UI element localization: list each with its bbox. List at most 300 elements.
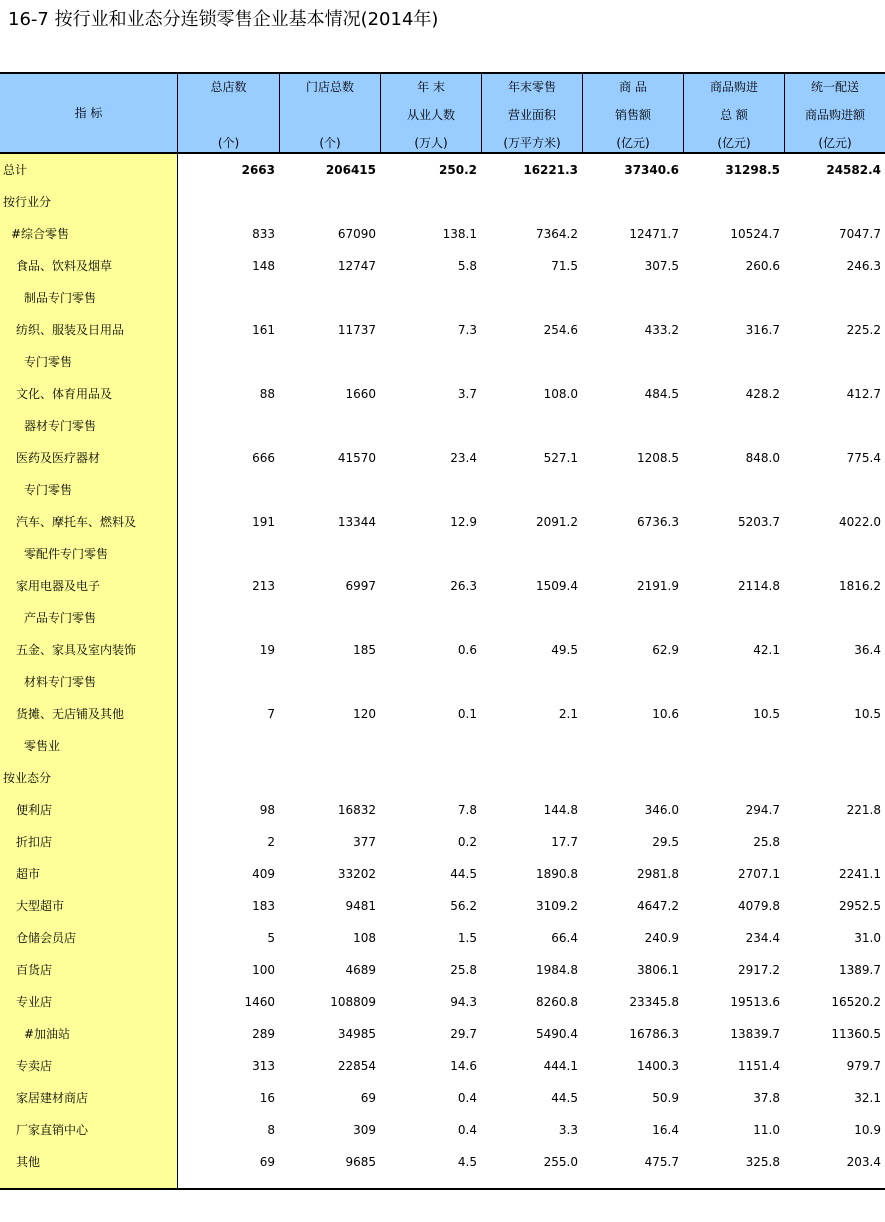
table-cell: 255.0 bbox=[543, 1155, 578, 1169]
row-label: 专卖店 bbox=[16, 1059, 53, 1073]
table-cell: 16 bbox=[259, 1091, 275, 1105]
table-cell: 144.8 bbox=[543, 803, 578, 817]
table-cell: 14.6 bbox=[450, 1059, 477, 1073]
table-cell bbox=[684, 762, 780, 794]
table-cell: 37340.6 bbox=[624, 163, 679, 177]
table-cell: 34985 bbox=[337, 1027, 376, 1041]
table-cell bbox=[482, 602, 578, 634]
header-line: 年末零售 bbox=[507, 80, 556, 94]
table-cell: 16786.3 bbox=[629, 1027, 679, 1041]
table-cell bbox=[179, 602, 275, 634]
table-cell bbox=[684, 282, 780, 314]
table-cell bbox=[482, 730, 578, 762]
table-row bbox=[0, 986, 885, 1018]
row-label: 汽车、摩托车、燃料及 bbox=[16, 515, 137, 529]
table-cell bbox=[482, 474, 578, 506]
table-row bbox=[0, 698, 885, 730]
table-cell: 5 bbox=[267, 931, 275, 945]
row-label: 零售业 bbox=[24, 739, 61, 753]
table-cell: 16832 bbox=[337, 803, 376, 817]
table-cell: 1208.5 bbox=[637, 451, 679, 465]
header-unit: (个) bbox=[217, 136, 240, 150]
row-label: 按行业分 bbox=[3, 195, 52, 209]
table-cell: 4.5 bbox=[457, 1155, 477, 1169]
table-cell: 25.8 bbox=[450, 963, 477, 977]
table-cell: 183 bbox=[252, 899, 275, 913]
table-cell bbox=[684, 730, 780, 762]
table-cell: 8260.8 bbox=[536, 995, 578, 1009]
header-purchases bbox=[684, 74, 784, 152]
table-cell: 979.7 bbox=[846, 1059, 881, 1073]
table-cell bbox=[280, 282, 376, 314]
table-cell: 16.4 bbox=[652, 1123, 679, 1137]
table-cell bbox=[280, 346, 376, 378]
header-line: 总 额 bbox=[720, 108, 748, 122]
table-cell: 0.4 bbox=[457, 1123, 477, 1137]
table-cell: 8 bbox=[267, 1123, 275, 1137]
table-cell: 10.5 bbox=[854, 707, 881, 721]
table-cell bbox=[280, 538, 376, 570]
table-cell: 16221.3 bbox=[523, 163, 578, 177]
table-cell: 4689 bbox=[345, 963, 376, 977]
table-cell: 2663 bbox=[241, 163, 275, 177]
table-cell bbox=[583, 762, 679, 794]
table-cell: 0.6 bbox=[457, 643, 477, 657]
table-cell: 2917.2 bbox=[738, 963, 780, 977]
table-cell: 307.5 bbox=[644, 259, 679, 273]
table-row bbox=[0, 282, 885, 314]
table-cell: 50.9 bbox=[652, 1091, 679, 1105]
table-cell: 1.5 bbox=[457, 931, 477, 945]
header-distribution-purchases bbox=[785, 74, 885, 152]
table-cell: 22854 bbox=[337, 1059, 376, 1073]
header-unit: (亿元) bbox=[717, 136, 751, 150]
row-label: 其他 bbox=[16, 1155, 41, 1169]
table-cell bbox=[381, 538, 477, 570]
table-cell bbox=[179, 474, 275, 506]
table-row bbox=[0, 186, 885, 218]
table-row bbox=[0, 1146, 885, 1178]
table-cell: 833 bbox=[252, 227, 275, 241]
table-cell: 10.5 bbox=[753, 707, 780, 721]
table-row bbox=[0, 1082, 885, 1114]
table-cell: 13344 bbox=[337, 515, 376, 529]
header-line: 销售额 bbox=[614, 108, 651, 122]
table-cell bbox=[684, 538, 780, 570]
table-cell: 313 bbox=[252, 1059, 275, 1073]
table-cell bbox=[381, 186, 477, 218]
row-label: #综合零售 bbox=[11, 227, 70, 241]
row-label: 医药及医疗器材 bbox=[16, 451, 101, 465]
table-cell: 49.5 bbox=[551, 643, 578, 657]
table-cell: 2241.1 bbox=[839, 867, 881, 881]
table-cell: 4022.0 bbox=[839, 515, 881, 529]
table-cell bbox=[583, 666, 679, 698]
header-unit: (万人) bbox=[414, 136, 448, 150]
table-cell: 377 bbox=[353, 835, 376, 849]
table-cell: 2114.8 bbox=[738, 579, 780, 593]
table-cell: 62.9 bbox=[652, 643, 679, 657]
table-cell: 44.5 bbox=[450, 867, 477, 881]
table-cell bbox=[785, 186, 881, 218]
table-cell: 246.3 bbox=[846, 259, 881, 273]
table-cell: 69 bbox=[259, 1155, 275, 1169]
table-row bbox=[0, 506, 885, 538]
table-cell: 138.1 bbox=[442, 227, 477, 241]
table-cell: 4647.2 bbox=[637, 899, 679, 913]
row-label: 总计 bbox=[3, 163, 28, 177]
table-row bbox=[0, 762, 885, 794]
table-cell: 32.1 bbox=[854, 1091, 881, 1105]
table-cell: 433.2 bbox=[644, 323, 679, 337]
table-cell: 56.2 bbox=[450, 899, 477, 913]
table-cell bbox=[785, 410, 881, 442]
table-row bbox=[0, 346, 885, 378]
table-cell: 1984.8 bbox=[536, 963, 578, 977]
table-cell bbox=[785, 826, 881, 858]
header-employees bbox=[381, 74, 481, 152]
table-row bbox=[0, 538, 885, 570]
row-label: 食品、饮料及烟草 bbox=[16, 259, 113, 273]
table-row bbox=[0, 1050, 885, 1082]
row-label: #加油站 bbox=[24, 1027, 71, 1041]
table-cell: 16520.2 bbox=[831, 995, 881, 1009]
row-label: 按业态分 bbox=[3, 771, 52, 785]
table-cell: 1890.8 bbox=[536, 867, 578, 881]
data-table bbox=[0, 72, 885, 1190]
table-cell: 12.9 bbox=[450, 515, 477, 529]
table-cell: 475.7 bbox=[644, 1155, 679, 1169]
table-cell bbox=[280, 186, 376, 218]
table-cell: 7364.2 bbox=[536, 227, 578, 241]
table-cell: 3.3 bbox=[558, 1123, 578, 1137]
table-cell: 409 bbox=[252, 867, 275, 881]
header-outlet-count bbox=[280, 74, 380, 152]
table-row bbox=[0, 730, 885, 762]
header-line: 商 品 bbox=[619, 80, 647, 94]
table-cell: 94.3 bbox=[450, 995, 477, 1009]
table-cell: 225.2 bbox=[846, 323, 881, 337]
table-cell bbox=[684, 346, 780, 378]
table-row bbox=[0, 1018, 885, 1050]
table-cell bbox=[381, 730, 477, 762]
table-cell: 108 bbox=[353, 931, 376, 945]
table-cell bbox=[381, 410, 477, 442]
table-cell: 4079.8 bbox=[738, 899, 780, 913]
table-cell bbox=[785, 602, 881, 634]
header-unit: (个) bbox=[319, 136, 341, 150]
table-cell: 666 bbox=[252, 451, 275, 465]
row-label: 专门零售 bbox=[24, 355, 73, 369]
table-cell bbox=[482, 410, 578, 442]
table-cell: 185 bbox=[353, 643, 376, 657]
header-line: 营业面积 bbox=[507, 108, 556, 122]
table-cell: 69 bbox=[360, 1091, 376, 1105]
table-cell: 33202 bbox=[337, 867, 376, 881]
table-cell: 213 bbox=[252, 579, 275, 593]
table-cell: 428.2 bbox=[745, 387, 780, 401]
table-cell: 325.8 bbox=[745, 1155, 780, 1169]
table-cell: 346.0 bbox=[644, 803, 679, 817]
table-cell bbox=[482, 666, 578, 698]
row-label: 产品专门零售 bbox=[24, 611, 97, 625]
table-row bbox=[0, 666, 885, 698]
table-cell: 7 bbox=[267, 707, 275, 721]
table-row bbox=[0, 474, 885, 506]
table-cell: 250.2 bbox=[439, 163, 477, 177]
table-cell: 1816.2 bbox=[839, 579, 881, 593]
table-cell bbox=[280, 602, 376, 634]
table-cell: 88 bbox=[259, 387, 275, 401]
table-cell: 484.5 bbox=[644, 387, 679, 401]
header-unit: (万平方米) bbox=[503, 136, 561, 150]
table-cell: 7.3 bbox=[457, 323, 477, 337]
row-label: 家居建材商店 bbox=[16, 1091, 89, 1105]
table-cell: 37.8 bbox=[753, 1091, 780, 1105]
table-cell: 26.3 bbox=[450, 579, 477, 593]
table-row bbox=[0, 922, 885, 954]
table-row bbox=[0, 858, 885, 890]
table-cell: 1389.7 bbox=[839, 963, 881, 977]
row-label: 零配件专门零售 bbox=[24, 547, 109, 561]
table-cell bbox=[179, 410, 275, 442]
row-label: 百货店 bbox=[16, 963, 53, 977]
page-title: 16-7 按行业和业态分连锁零售企业基本情况(2014年) bbox=[8, 9, 439, 30]
table-cell bbox=[785, 762, 881, 794]
table-row bbox=[0, 250, 885, 282]
table-cell: 67090 bbox=[337, 227, 376, 241]
table-cell: 9685 bbox=[345, 1155, 376, 1169]
table-cell bbox=[785, 474, 881, 506]
table-cell: 42.1 bbox=[753, 643, 780, 657]
header-total-stores bbox=[178, 74, 279, 152]
table-cell bbox=[583, 186, 679, 218]
table-cell: 412.7 bbox=[846, 387, 881, 401]
table-cell: 309 bbox=[353, 1123, 376, 1137]
table-row bbox=[0, 378, 885, 410]
table-cell bbox=[482, 346, 578, 378]
table-cell bbox=[684, 602, 780, 634]
table-cell: 161 bbox=[252, 323, 275, 337]
row-label: 制品专门零售 bbox=[24, 291, 97, 305]
table-cell: 203.4 bbox=[846, 1155, 881, 1169]
table-cell: 23.4 bbox=[450, 451, 477, 465]
table-cell bbox=[583, 538, 679, 570]
table-cell bbox=[179, 186, 275, 218]
table-cell bbox=[280, 666, 376, 698]
row-label: 器材专门零售 bbox=[24, 419, 97, 433]
table-cell: 29.5 bbox=[652, 835, 679, 849]
table-cell: 12471.7 bbox=[629, 227, 679, 241]
table-cell: 108809 bbox=[330, 995, 376, 1009]
table-cell bbox=[280, 762, 376, 794]
header-line: 年 末 bbox=[417, 80, 445, 94]
table-cell bbox=[482, 538, 578, 570]
row-label: 纺织、服装及日用品 bbox=[16, 323, 125, 337]
table-cell bbox=[280, 410, 376, 442]
table-cell: 5203.7 bbox=[738, 515, 780, 529]
table-cell bbox=[381, 762, 477, 794]
table-cell: 98 bbox=[259, 803, 275, 817]
table-row bbox=[0, 954, 885, 986]
table-cell: 1509.4 bbox=[536, 579, 578, 593]
table-cell: 221.8 bbox=[846, 803, 881, 817]
table-cell bbox=[583, 474, 679, 506]
row-label: 文化、体育用品及 bbox=[16, 387, 113, 401]
table-cell bbox=[684, 410, 780, 442]
table-cell: 2 bbox=[267, 835, 275, 849]
table-cell: 11360.5 bbox=[831, 1027, 881, 1041]
table-cell: 2952.5 bbox=[839, 899, 881, 913]
table-cell: 9481 bbox=[345, 899, 376, 913]
table-cell bbox=[179, 346, 275, 378]
table-cell: 13839.7 bbox=[730, 1027, 780, 1041]
header-retail-area bbox=[482, 74, 582, 152]
table-cell bbox=[785, 666, 881, 698]
table-cell bbox=[583, 602, 679, 634]
table-cell bbox=[381, 474, 477, 506]
table-cell: 25.8 bbox=[753, 835, 780, 849]
table-cell bbox=[684, 666, 780, 698]
table-cell: 289 bbox=[252, 1027, 275, 1041]
table-cell: 71.5 bbox=[551, 259, 578, 273]
table-cell: 44.5 bbox=[551, 1091, 578, 1105]
table-cell bbox=[179, 666, 275, 698]
table-row bbox=[0, 634, 885, 666]
table-cell: 31.0 bbox=[854, 931, 881, 945]
table-cell: 1660 bbox=[345, 387, 376, 401]
table-cell: 10.6 bbox=[652, 707, 679, 721]
table-cell bbox=[583, 282, 679, 314]
table-cell: 7.8 bbox=[457, 803, 477, 817]
table-cell: 10524.7 bbox=[730, 227, 780, 241]
header-indicator-label: 指 标 bbox=[74, 106, 103, 120]
table-cell: 294.7 bbox=[745, 803, 780, 817]
table-cell: 316.7 bbox=[745, 323, 780, 337]
table-cell: 2091.2 bbox=[536, 515, 578, 529]
row-label: 厂家直销中心 bbox=[16, 1123, 89, 1137]
table-cell: 775.4 bbox=[846, 451, 881, 465]
table-cell: 3109.2 bbox=[536, 899, 578, 913]
table-cell: 2707.1 bbox=[738, 867, 780, 881]
table-row bbox=[0, 410, 885, 442]
row-label: 专门零售 bbox=[24, 483, 73, 497]
table-cell: 29.7 bbox=[450, 1027, 477, 1041]
table-cell bbox=[583, 730, 679, 762]
table-cell: 12747 bbox=[337, 259, 376, 273]
table-cell: 848.0 bbox=[745, 451, 780, 465]
table-cell: 23345.8 bbox=[629, 995, 679, 1009]
table-cell: 36.4 bbox=[854, 643, 881, 657]
table-cell bbox=[684, 474, 780, 506]
table-cell: 0.2 bbox=[457, 835, 477, 849]
table-cell: 1460 bbox=[244, 995, 275, 1009]
table-cell: 6736.3 bbox=[637, 515, 679, 529]
table-cell: 10.9 bbox=[854, 1123, 881, 1137]
row-label: 家用电器及电子 bbox=[16, 579, 101, 593]
table-cell: 31298.5 bbox=[725, 163, 780, 177]
table-cell: 527.1 bbox=[543, 451, 578, 465]
table-cell: 24582.4 bbox=[826, 163, 881, 177]
table-cell: 66.4 bbox=[551, 931, 578, 945]
table-row bbox=[0, 794, 885, 826]
table-row bbox=[0, 314, 885, 346]
table-cell bbox=[785, 282, 881, 314]
table-row bbox=[0, 1114, 885, 1146]
table-row bbox=[0, 602, 885, 634]
table-cell: 0.1 bbox=[457, 707, 477, 721]
table-cell: 2191.9 bbox=[637, 579, 679, 593]
header-line: 统一配送 bbox=[810, 80, 859, 94]
table-cell bbox=[179, 762, 275, 794]
table-cell: 240.9 bbox=[644, 931, 679, 945]
table-cell: 7047.7 bbox=[839, 227, 881, 241]
table-cell: 19513.6 bbox=[730, 995, 780, 1009]
row-label: 五金、家具及室内装饰 bbox=[16, 643, 137, 657]
table-cell: 11737 bbox=[337, 323, 376, 337]
table-cell: 5.8 bbox=[457, 259, 477, 273]
table-cell bbox=[583, 410, 679, 442]
row-label: 材料专门零售 bbox=[24, 675, 97, 689]
table-row bbox=[0, 890, 885, 922]
header-line: 从业人数 bbox=[406, 108, 455, 122]
table-cell: 0.4 bbox=[457, 1091, 477, 1105]
table-cell: 1400.3 bbox=[637, 1059, 679, 1073]
row-label: 货摊、无店铺及其他 bbox=[16, 707, 125, 721]
table-cell: 444.1 bbox=[543, 1059, 578, 1073]
table-cell bbox=[482, 762, 578, 794]
table-cell: 2981.8 bbox=[637, 867, 679, 881]
table-cell: 148 bbox=[252, 259, 275, 273]
header-indicator bbox=[0, 74, 177, 152]
table-cell: 3.7 bbox=[457, 387, 477, 401]
table-cell bbox=[785, 730, 881, 762]
table-cell: 120 bbox=[353, 707, 376, 721]
table-cell bbox=[280, 730, 376, 762]
table-cell: 17.7 bbox=[551, 835, 578, 849]
table-cell: 11.0 bbox=[753, 1123, 780, 1137]
table-cell bbox=[785, 538, 881, 570]
table-cell bbox=[583, 346, 679, 378]
table-cell bbox=[381, 346, 477, 378]
table-cell bbox=[381, 666, 477, 698]
table-cell: 6997 bbox=[345, 579, 376, 593]
table-cell bbox=[785, 346, 881, 378]
table-row bbox=[0, 570, 885, 602]
table-cell: 19 bbox=[259, 643, 275, 657]
header-sales bbox=[583, 74, 683, 152]
table-cell bbox=[482, 282, 578, 314]
row-label: 便利店 bbox=[16, 803, 53, 817]
table-cell bbox=[482, 186, 578, 218]
header-line: 商品购进额 bbox=[804, 108, 865, 122]
table-cell: 5490.4 bbox=[536, 1027, 578, 1041]
row-label: 超市 bbox=[16, 867, 41, 881]
table-row bbox=[0, 442, 885, 474]
table-cell: 41570 bbox=[337, 451, 376, 465]
table-row bbox=[0, 826, 885, 858]
row-label: 折扣店 bbox=[16, 835, 53, 849]
table-cell bbox=[179, 282, 275, 314]
table-cell bbox=[179, 730, 275, 762]
row-label: 大型超市 bbox=[16, 899, 65, 913]
table-bottom-rule bbox=[0, 1188, 885, 1190]
header-unit: (亿元) bbox=[616, 136, 650, 150]
table-cell: 3806.1 bbox=[637, 963, 679, 977]
table-cell bbox=[684, 186, 780, 218]
table-cell: 108.0 bbox=[543, 387, 578, 401]
table-cell bbox=[179, 538, 275, 570]
